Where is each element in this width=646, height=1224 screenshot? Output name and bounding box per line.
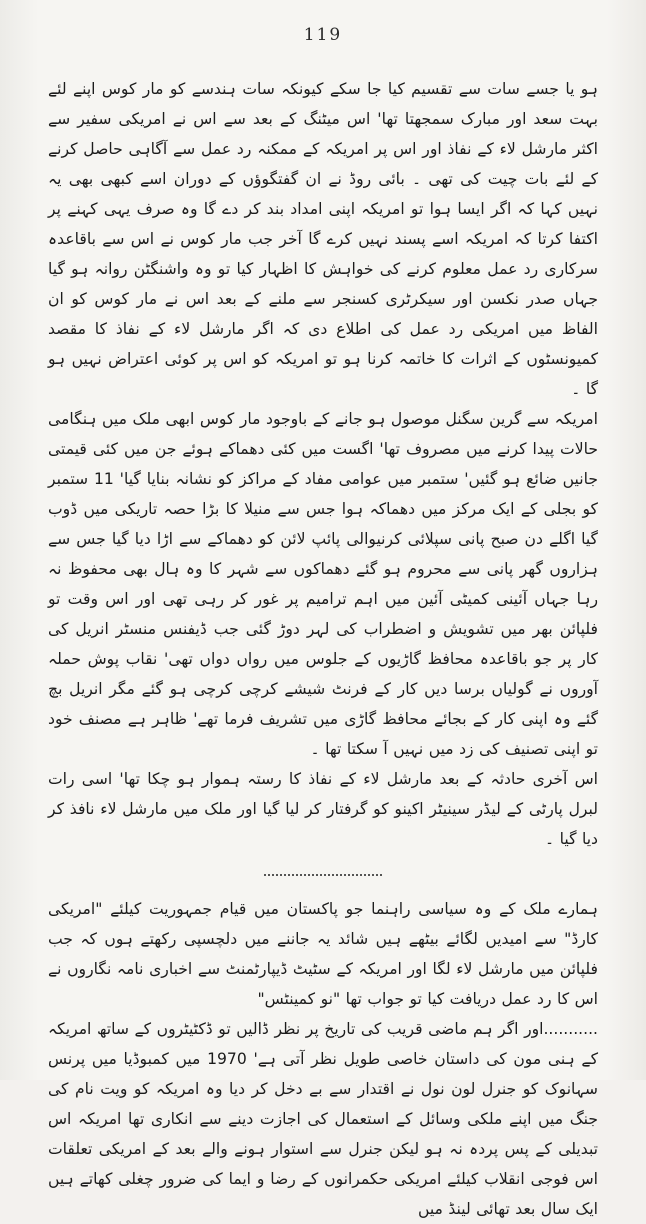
text-block-bottom	[48, 894, 598, 1224]
paragraph-dictators-honeymoon: ...........اور اگر ہم ماضی قریب کی تاریخ پر نظر ڈالیں تو ڈکٹیٹروں کے ساتھ امریکہ کے ہنی مون کی داستان خاصی طویل نظر آتی ہے' 1970 میں کمبوڈیا میں پرنس سہانوک کو جنرل لون نول نے اقتدار سے بے دخل کر دیا وہ امریکہ کو ویت نام کی جنگ میں اپنے ملکی وسائل کے استعمال کی اجازت دینے سے انکاری تھا امریکہ اس تبدیلی کے پس پردہ نہ ہو لیکن جنرل سے استوار ہونے والے بعد کے امریکی تعلقات اس فوجی انقلاب کیلئے امریکی حکمرانوں کے رضا و ایما کی ضرور چغلی کھاتے ہیں ایک سال بعد تھائی لینڈ میں	[48, 1020, 598, 1218]
paragraph-martial-law-meeting: ہو یا جسے سات سے تقسیم کیا جا سکے کیونکہ سات ہندسے کو مار کوس اپنے لئے بہت سعد اور مبارک سمجھتا تھا' اس میٹنگ کے بعد سے اس نے امریکی سفیر سے اکثر مارشل لاء کے نفاذ اور اس پر امریکہ کے ممکنہ رد عمل سے آگاہی حاصل کرنے کے لئے بات چیت کی تھی ۔ بائی روڈ نے ان گفتگوؤں کے دوران اسے کبھی بھی یہ نہیں کہا کہ اگر ایسا ہوا تو امریکہ اپنی امداد بند کر دے گا وہ صرف یہی کہنے پر اکتفا کرتا کہ امریکہ اسے پسند نہیں کرے گا آخر جب مار کوس نے اس سے باقاعدہ سرکاری رد عمل معلوم کرنے کی خواہش کا اظہار کیا تو وہ واشنگٹن روانہ ہو گیا جہاں صدر نکسن اور سیکرٹری کسنجر سے ملنے کے بعد اس نے مار کوس کو ان الفاظ میں امریکی رد عمل کی اطلاع دی کہ اگر مارشل لاء کے نفاذ کا مقصد کمیونسٹوں کے اثرات کا خاتمہ کرنا ہو تو امریکہ کو اس پر کوئی اعتراض نہیں ہو گا ۔	[48, 80, 598, 398]
page-number: 119	[303, 25, 343, 45]
paragraph-green-signal: امریکہ سے گرین سگنل موصول ہو جانے کے باوجود مار کوس ابھی ملک میں ہنگامی حالات پیدا کرنے میں مصروف تھا' اگست میں کئی دھماکے ہوئے جن میں کئی قیمتی جانیں ضائع ہو گئیں' ستمبر میں عوامی مفاد کے مراکز کو نشانہ بنایا گیا' 11 ستمبر کو بجلی کے ایک مرکز میں دھماکہ ہوا جس سے منیلا کا بڑا حصہ تاریکی میں ڈوب گیا اگلے دن صبح پانی سپلائی کرنیوالی پائپ لائن کو دھماکے سے اڑا دیا گیا جس سے ہزاروں گھر پانی سے محروم ہو گئے دھماکوں سے شہر کا وہ ہال بھی محفوظ نہ رہا جہاں آئینی کمیٹی آئین میں اہم ترامیم پر غور کر رہی تھی اور اس وقت تو فلپائن بھر میں تشویش و اضطراب کی لہر دوڑ گئی جب ڈیفنس منسٹر انریل کی کار پر جو باقاعدہ محافظ گاڑیوں کے جلوس میں رواں دواں تھی' نقاب پوش حملہ آوروں نے گولیاں برسا دیں کار کے فرنٹ شیشے کرچی کرچی ہو گئے مگر انریل بچ گئے وہ اپنی کار کے بجائے محافظ گاڑی میں تشریف فرما تھے' ظاہر ہے مصنف خود تو اپنی تصنیف کی زد میں نہیں آ سکتا تھا ۔	[48, 410, 598, 758]
paragraph-last-incident: اس آخری حادثہ کے بعد مارشل لاء کے نفاذ کا رستہ ہموار ہو چکا تھا' اسی رات لبرل پارٹی کے لیڈر سینیٹر اکینو کو گرفتار کر لیا گیا اور ملک میں مارشل لاء نافذ کر دیا گیا ۔	[48, 770, 598, 848]
text-block-top	[48, 74, 598, 854]
paragraph-american-card: ہمارے ملک کے وہ سیاسی راہنما جو پاکستان میں قیام جمہوریت کیلئے "امریکی کارڈ" سے امیدیں لگائے بیٹھے ہیں شائد یہ جاننے میں دلچسپی رکھتے ہوں کہ جب فلپائن میں مارشل لاء لگا اور امریکہ کے سٹیٹ ڈیپارٹمنٹ سے اخباری نامہ نگاروں نے اس کا رد عمل دریافت کیا تو جواب تھا "نو کمینٹس"	[48, 900, 598, 1008]
section-divider	[264, 874, 382, 876]
